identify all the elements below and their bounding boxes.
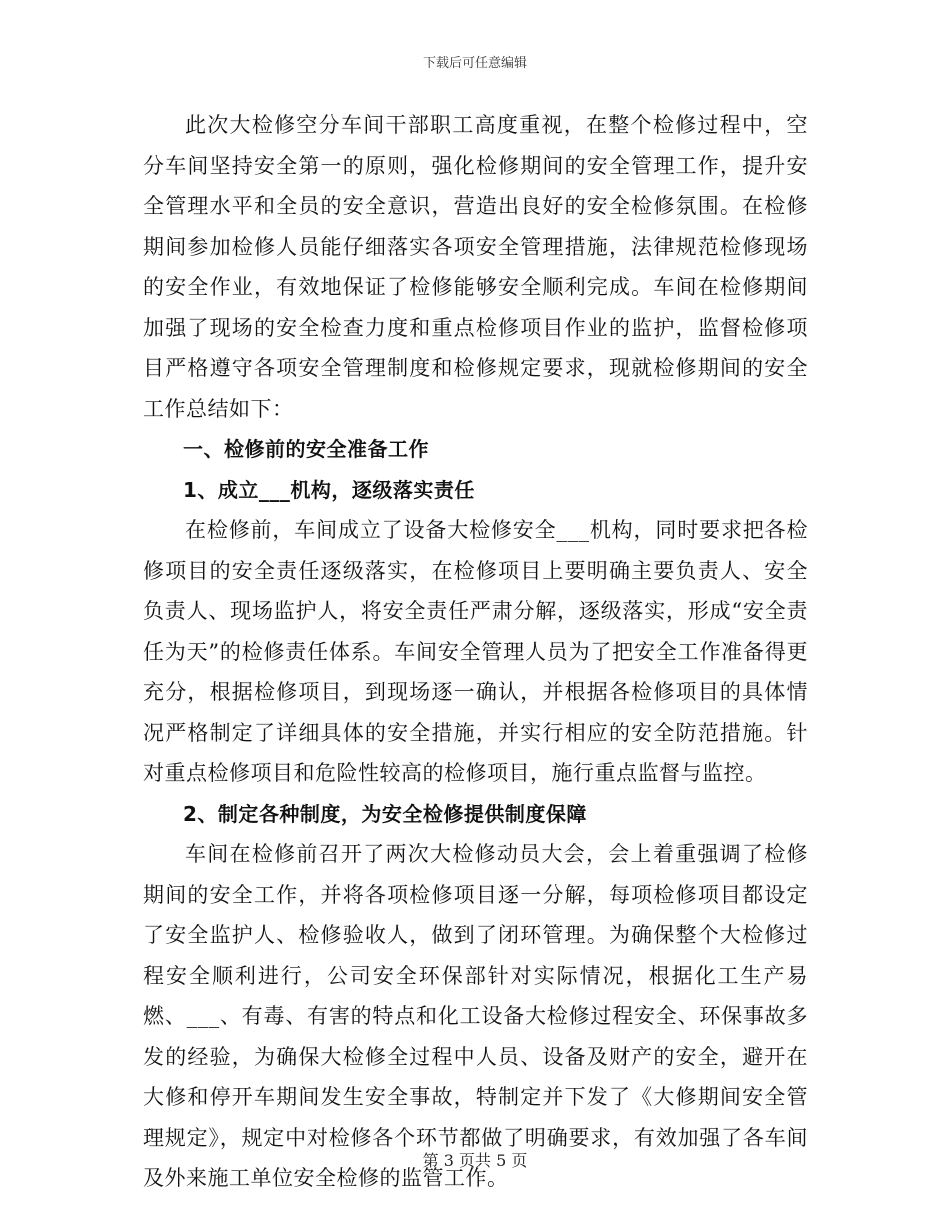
subsection-1-paragraph: 在检修前，车间成立了设备大检修安全___机构，同时要求把各检修项目的安全责任逐级落实，在检修项目上要明确主要负责人、安全负责人、现场监护人，将安全责任严肃分解，逐级落实，形成“安全责任为天”的检修责任体系。车间安全管理人员为了把安全工作准备得更充分，根据检修项目，到现场逐一确认，并根据各检修项目的具体情况严格制定了详细具体的安全措施，并实行相应的安全防范措施。针对重点检修项目和危险性较高的检修项目，施行重点监督与监控。 [143,518,808,785]
subsection-2-paragraph: 车间在检修前召开了两次大检修动员大会，会上着重强调了检修期间的安全工作，并将各项检修项目逐一分解，每项检修项目都设定了安全监护人、检修验收人，做到了闭环管理。为确保整个大检修过程安全顺利进行，公司安全环保部针对实际情况，根据化工生产易燃、___、有毒、有害的特点和化工设备大检修过程安全、环保事故多发的经验，为确保大检修全过程中人员、设备及财产的安全，避开在大修和停开车期间发生安全事故，特制定并下发了《大修期间安全管理规定》，规定中对检修各个环节都做了明确要求，有效加强了各车间及外来施工单位安全检修的监管工作。 [143,842,808,1190]
section-heading: 一、检修前的安全准备工作 [183,437,429,461]
subsection-heading-1: 1、成立___机构，逐级落实责任 [183,477,475,502]
document-body [143,105,808,1199]
page-header: 下载后可任意编辑 [422,56,527,71]
page-number-footer: 第 3 页共 5 页 [422,1151,528,1170]
intro-paragraph: 此次大检修空分车间干部职工高度重视，在整个检修过程中，空分车间坚持安全第一的原则，强化检修期间的安全管理工作，提升安全管理水平和全员的安全意识，营造出良好的安全检修氛围。在检修期间参加检修人员能仔细落实各项安全管理措施，法律规范检修现场的安全作业，有效地保证了检修能够安全顺利完成。车间在检修期间加强了现场的安全检查力度和重点检修项目作业的监护，监督检修项目严格遵守各项安全管理制度和检修规定要求，现就检修期间的安全工作总结如下： [143,113,808,421]
subsection-heading-2: 2、制定各种制度，为安全检修提供制度保障 [183,801,587,826]
